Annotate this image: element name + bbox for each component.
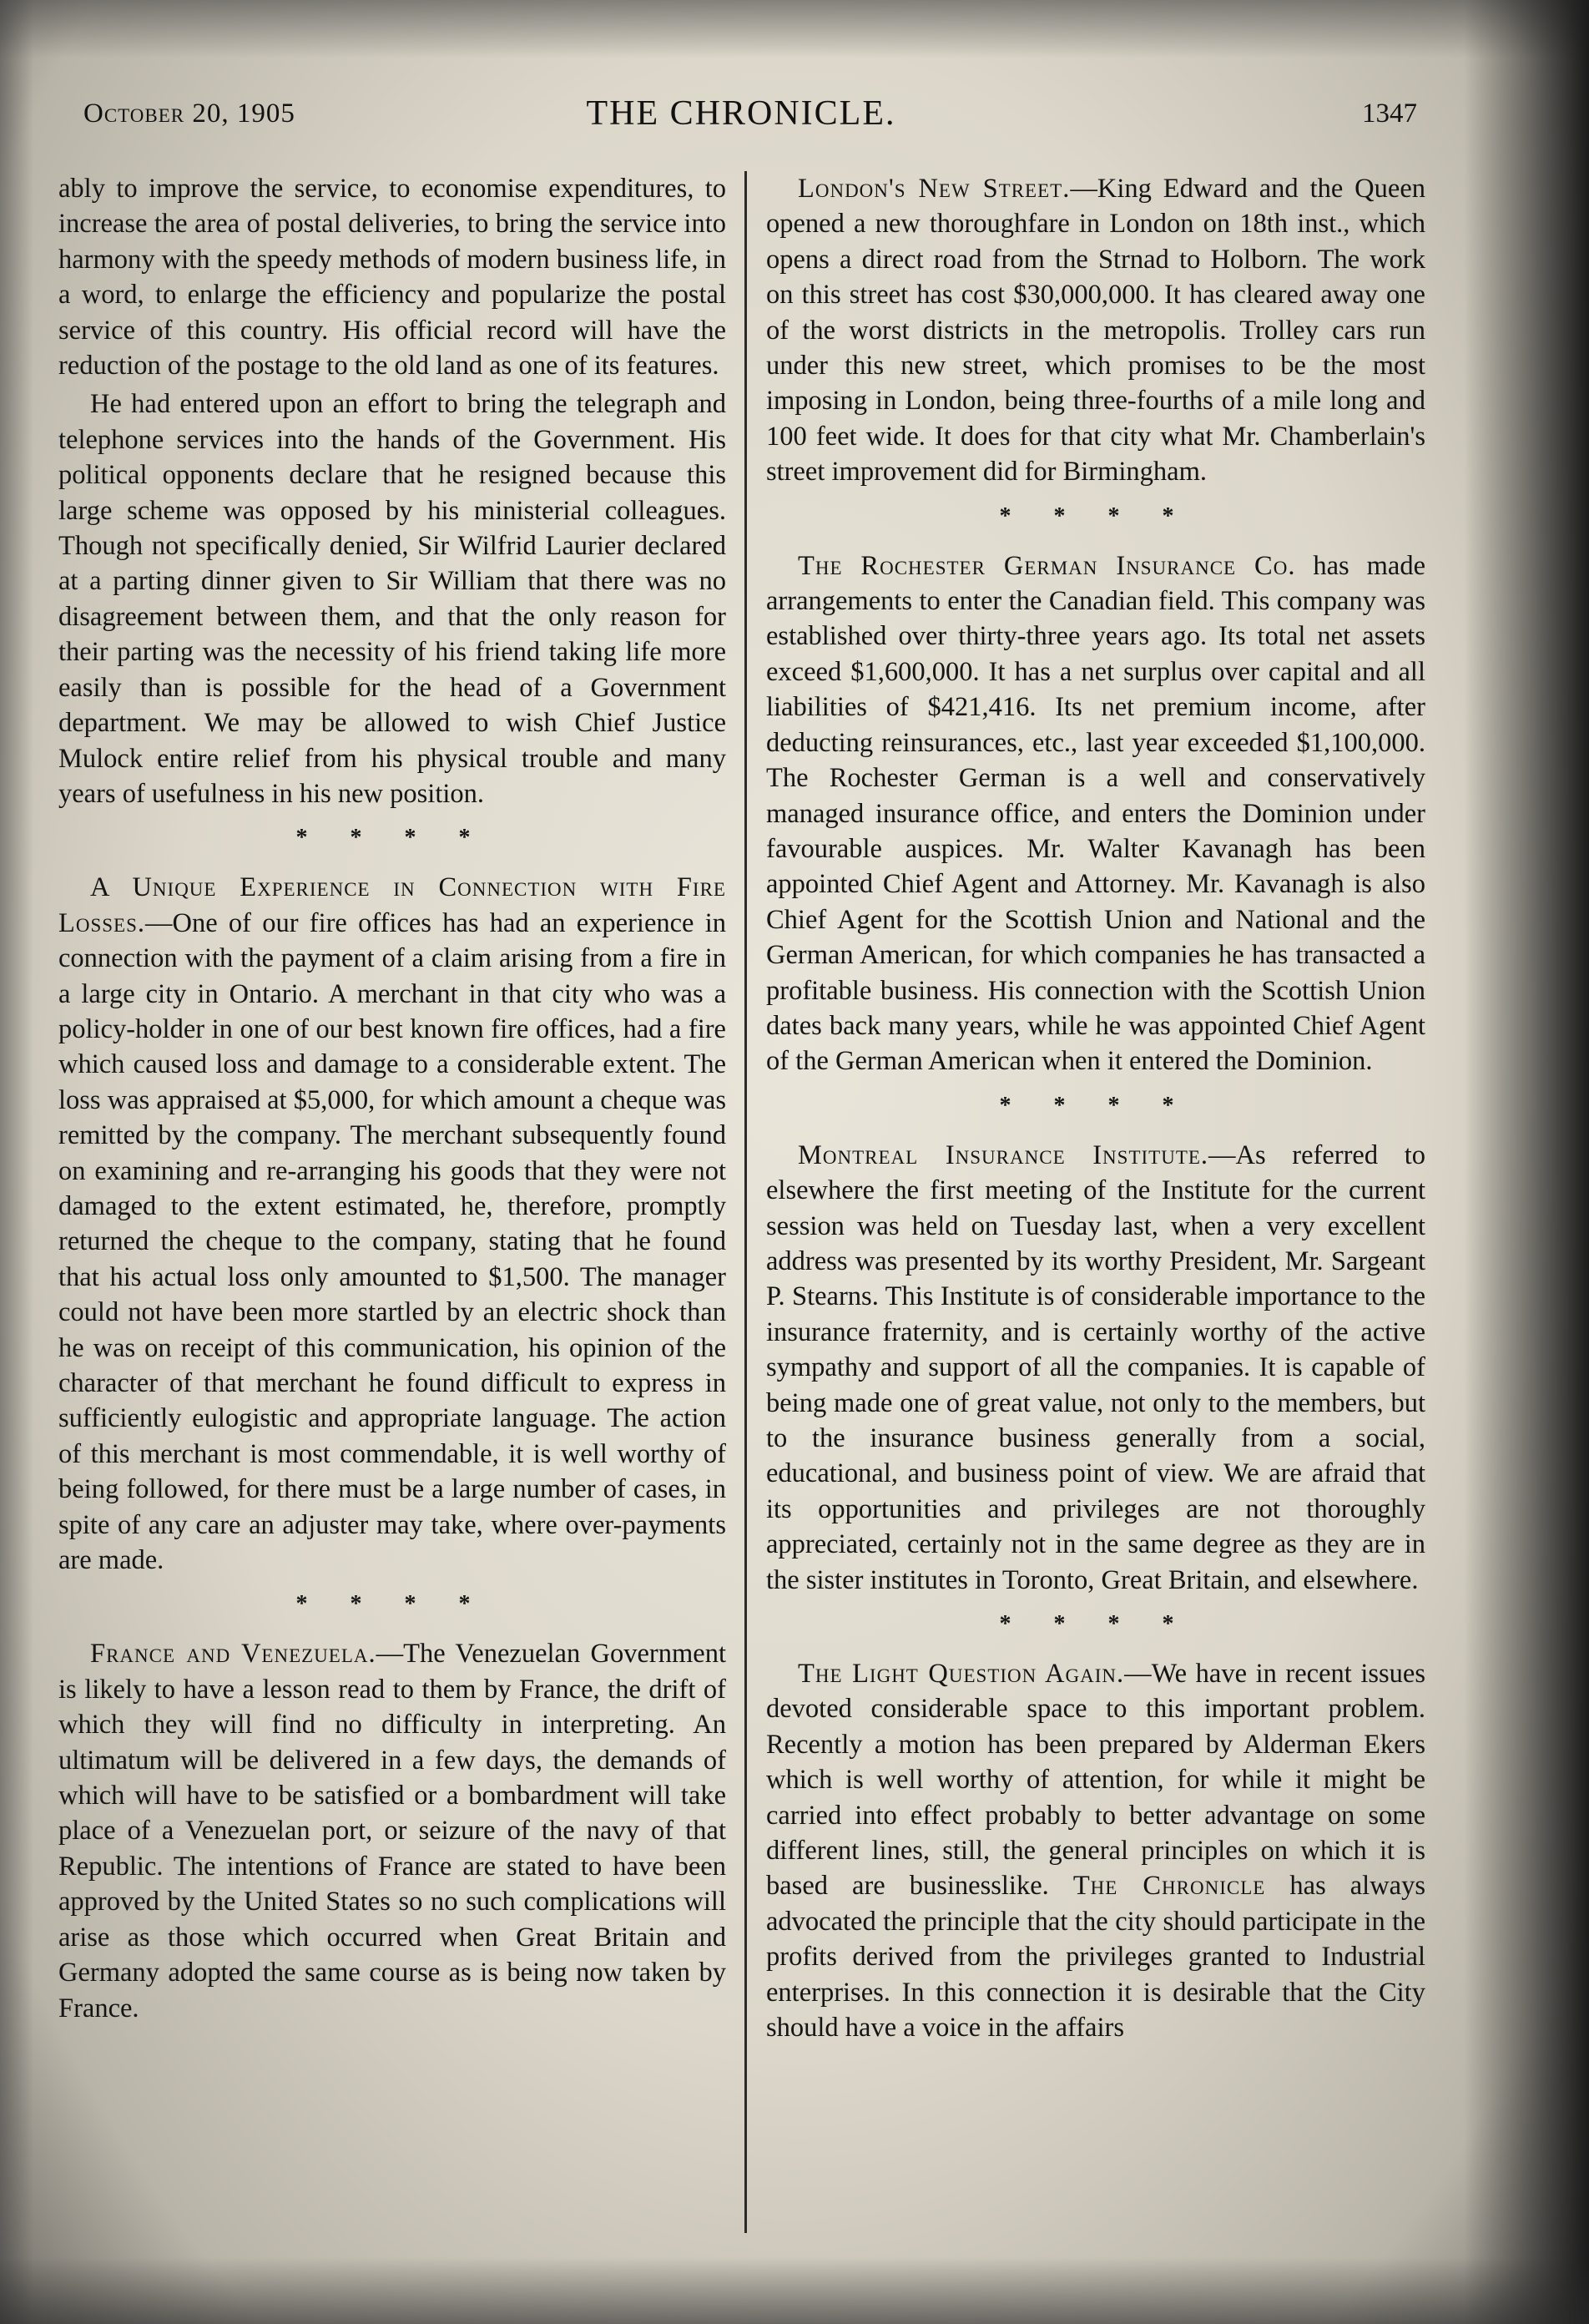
article-heading: The Light Question Again. (798, 1659, 1125, 1690)
article-heading: A Unique Experience in Connection with Fire Losses. (58, 872, 726, 938)
intro-paragraph: ably to improve the service, to economise expenditures, to increase the area of postal deliveries, to bring the service into harmony with the speedy methods of modern business life, in a word, to enlarge the efficiency and popularize the postal service of this country. His official record will have the reduction of the postage to the old land as one of its features. (58, 174, 726, 381)
page-shadow-right (1464, 0, 1589, 2324)
article-body: —We have in recent issues devoted considerable space to this important problem. Recently a motion has been prepared by Alderman Ekers which is well worthy of attention, for while it might be carried into effect probably to better advantage on some different lines, still, the general principles on which it is based are businesslike. (766, 1659, 1425, 1902)
article-body: —The Venezuelan Government is likely to have a lesson read to them by France, the drift of which they will find no difficulty in interpreting. An ultimatum will be delivered in a few days, the demands of which will have to be satisfied or a bombardment will take place of a Venezuelan port, or seizure of the navy of that Republic. The intentions of France are stated to have been approved by the United States so no such complications will arise as those which occurred when Great Britain and Germany adopted the same course as is being now taken by France. (58, 1639, 726, 2023)
column-rule (744, 171, 747, 2233)
left-column (58, 171, 726, 2029)
article-body: —As referred to elsewhere the first meeting of the Institute for the current session was held on Tuesday last, when a very excellent address was presented by its worthy President, Mr. Sargeant P. Stearns. This Institute is of considerable importance to the insurance fraternity, and is certainly worthy of the active sympathy and support of all the companies. It is capable of being made one of great value, not only to the members, but to the insurance business generally from a social, educational, and business point of view. We are afraid that its opportunities and privileges are not thoroughly appreciated, certainly not in the same degree as they are in the sister institutes in Toronto, Great Britain, and elsewhere. (766, 1139, 1425, 1595)
article-heading: France and Venezuela. (90, 1639, 376, 1670)
page-edge-left (0, 0, 33, 2324)
publication-name: The Chronicle (1072, 1871, 1266, 1902)
mulock-paragraph: He had entered upon an effort to bring the telegraph and telephone services into the hands of the Government. His political opponents declare that he resigned because this large scheme was opposed by his ministerial colleagues. Though not specifically denied, Sir Wilfrid Laurier declared at a parting dinner given to Sir William that there was no disagreement between them, and that the only reason for their parting was the necessity of his friend taking life more easily than is possible for the head of a Government department. We may be allowed to wish Chief Justice Mulock entire relief from his physical trouble and many years of usefulness in his new position. (58, 389, 726, 809)
article-heading: London's New Street. (798, 174, 1071, 204)
article-london-new-street (766, 171, 1425, 490)
article-body: —One of our fire offices has had an experience in connection with the payment of a claim arising from a fire in a large city in Ontario. A merchant in that city who was a policy-holder in one of our best known fire offices, had a fire which caused loss and damage to a considerable extent. The loss was appraised at $5,000, for which amount a cheque was remitted by the company. The merchant subsequently found on examining and re-arranging his goods that they were not damaged to the extent estimated, he, therefore, promptly returned the cheque to the company, stating that he found that his actual loss only amounted to $1,500. The manager could not have been more startled by an electric shock than he was on receipt of this communication, his opinion of the character of that merchant he found difficult to express in sufficiently eulogistic and appropriate language. The action of this merchant is most commendable, it is well worthy of being followed, for there must be a large number of cases, in spite of any care an adjuster may take, where over-payments are made. (58, 907, 726, 1576)
article-body: has always advocated the principle that the city should participate in the profits derived from the privileges granted to Industrial enterprises. In this connection it is desirable that the City should have a voice in the affairs (766, 1871, 1426, 2044)
section-separator: * * * * (999, 1611, 1193, 1638)
article-rochester-german (766, 548, 1425, 1079)
article-heading: The Rochester German Insurance Co. (798, 550, 1296, 581)
header-date: October 20, 1905 (83, 99, 295, 129)
article-montreal-institute (766, 1138, 1425, 1598)
header-title: THE CHRONICLE. (586, 94, 896, 133)
running-header (65, 93, 1417, 144)
section-separator: * * * * (295, 825, 489, 851)
section-separator: * * * * (295, 1591, 489, 1618)
article-france-venezuela (58, 1636, 726, 2025)
article-body: —King Edward and the Queen opened a new thoroughfare in London on 18th inst., which opens a direct road from the Strnad to Holborn. The work on this street has cost $30,000,000. It has cleared away one of the worst districts in the metropolis. Trolley cars run under this new street, which promises to be the most imposing in London, being three-fourths of a mile long and 100 feet wide. It does for that city what Mr. Chamberlain's street improvement did for Birmingham. (766, 174, 1425, 488)
article-heading: Montreal Insurance Institute. (798, 1139, 1209, 1170)
section-separator: * * * * (999, 503, 1193, 529)
article-body: has made arrangements to enter the Canadian field. This company was established over thirty-three years ago. Its total net assets exceed $1,600,000. It has a net surplus over capital and all liabilities of $421,416. Its net premium income, after deducting reinsurances, etc., last year exceeded $1,100,000. The Rochester German is a well and conservatively managed insurance office, and enters the Dominion under favourable auspices. Mr. Walter Kavanagh has been appointed Chief Agent and Attorney. Mr. Kavanagh is also Chief Agent for the Scottish Union and National and the German American, for which companies he has transacted a profitable business. His connection with the Scottish Union dates back many years, while he was appointed Chief Agent of the German American when it entered the Dominion. (766, 550, 1425, 1077)
page-shadow-bottom (0, 2257, 1589, 2324)
page-shadow-top (0, 0, 1589, 58)
article-unique-experience (58, 870, 726, 1578)
article-light-question (766, 1656, 1425, 2045)
right-column (766, 171, 1425, 2049)
header-page-number: 1347 (1362, 99, 1417, 129)
section-separator: * * * * (999, 1092, 1193, 1119)
